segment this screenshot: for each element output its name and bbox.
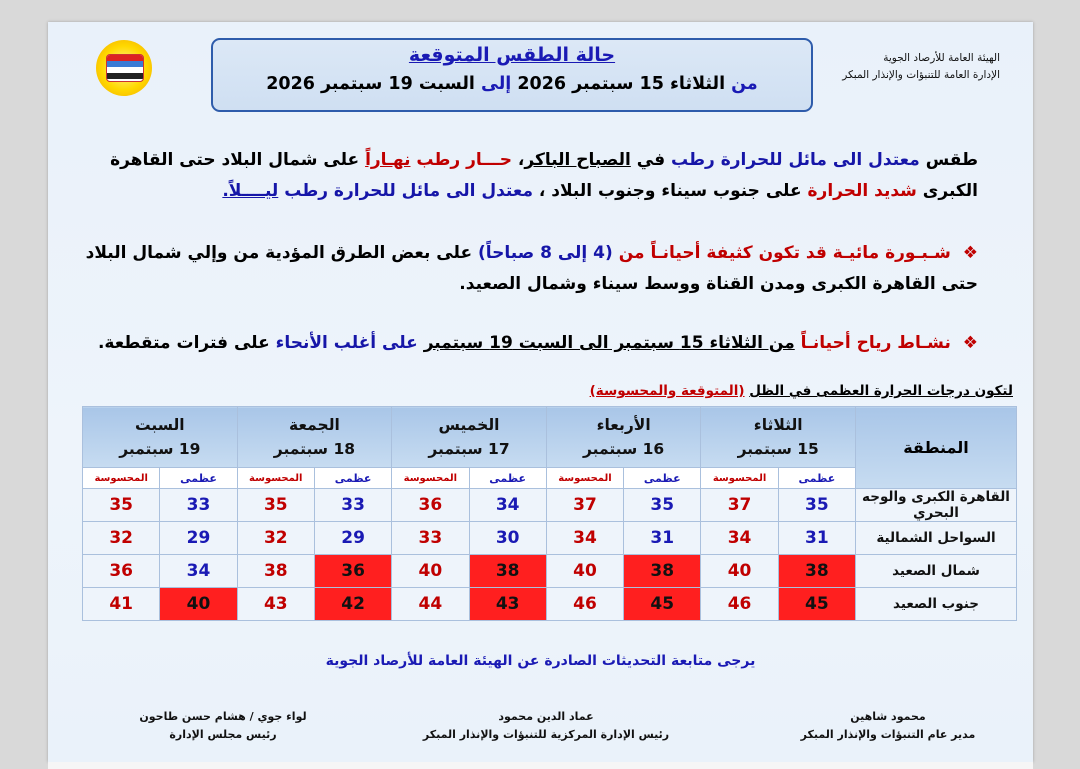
signature-block (108, 708, 338, 744)
felt-temp-cell: 35 (83, 489, 160, 522)
max-temp-cell: 38 (778, 555, 855, 588)
region-cell: السواحل الشمالية (856, 522, 1017, 555)
logo-emblem-icon (106, 54, 144, 82)
max-temp-cell: 33 (160, 489, 237, 522)
max-subheader: عظمى (778, 468, 855, 489)
diamond-bullet-icon: ❖ (962, 243, 978, 263)
felt-temp-cell: 40 (392, 555, 469, 588)
from-word: من (731, 74, 758, 94)
max-temp-cell: 45 (624, 588, 701, 621)
p1-day: نهـاراً (365, 150, 411, 170)
fog-hours: (4 إلى 8 صباحاً) (477, 243, 613, 263)
felt-temp-cell: 46 (546, 588, 623, 621)
max-temp-cell: 29 (160, 522, 237, 555)
felt-temp-cell: 37 (701, 489, 778, 522)
p1-early-morning: الصباح الباكر (524, 150, 631, 170)
max-temp-cell: 35 (624, 489, 701, 522)
felt-temp-cell: 34 (701, 522, 778, 555)
max-temp-cell: 34 (469, 489, 546, 522)
region-cell: القاهرة الكبرى والوجه البحري (856, 489, 1017, 522)
p1-very-hot: شديد الحرارة (807, 181, 917, 201)
day-name: الأربعاء (596, 416, 651, 434)
p1-day-desc: حـــار رطب (416, 150, 512, 170)
max-temp-cell: 35 (778, 489, 855, 522)
felt-temp-cell: 32 (237, 522, 314, 555)
signatory-name: محمود شاهين (850, 710, 926, 723)
felt-temp-cell: 37 (546, 489, 623, 522)
signatory-title: رئيس الإدارة المركزية للتنبؤات والإنذار المبكر (422, 728, 670, 741)
p1-text: على شمال البلاد حتى القاهرة الكبرى (110, 150, 978, 201)
wind-period: من الثلاثاء 15 سبتمبر الى السبت 19 سبتمبر (423, 333, 795, 353)
p1-text: على جنوب سيناء وجنوب البلاد ، (538, 181, 802, 201)
wind-intermittent: على فترات متقطعة. (97, 333, 270, 353)
p1-night-desc: معتدل الى مائل للحرارة رطب (284, 181, 533, 201)
max-temp-cell: 38 (469, 555, 546, 588)
title-box (211, 38, 813, 112)
felt-temp-cell: 36 (392, 489, 469, 522)
signatory-name: عماد الدين محمود (498, 710, 594, 723)
table-caption (590, 383, 1013, 399)
wind-areas: على أغلب الأنحاء (275, 333, 418, 353)
felt-temp-cell: 38 (237, 555, 314, 588)
max-temp-cell: 31 (778, 522, 855, 555)
wind-warning: نشـاط رياح أحيانـاً (800, 333, 951, 353)
max-temp-cell: 36 (314, 555, 391, 588)
day-date: 17 سبتمبر (428, 440, 510, 458)
fog-areas: على بعض الطرق المؤدية من وإلي شمال البلاد حتى القاهرة الكبرى ومدن القناة ووسط سيناء وشمال الصعيد. (85, 243, 978, 294)
max-temp-cell: 40 (160, 588, 237, 621)
felt-temp-cell: 40 (546, 555, 623, 588)
signatory-title: مدير عام التنبؤات والإنذار المبكر (800, 728, 976, 741)
felt-temp-cell: 34 (546, 522, 623, 555)
max-temp-cell: 45 (778, 588, 855, 621)
date-range (213, 74, 811, 94)
day-name: الثلاثاء (753, 416, 803, 434)
org-department: الإدارة العامة للتنبؤات والإنذار المبكر (842, 69, 1000, 81)
max-subheader: عظمى (624, 468, 701, 489)
felt-subheader: المحسوسة (237, 468, 314, 489)
follow-updates-note: يرجى متابعة التحديثات الصادرة عن الهيئة العامة للأرصاد الجوية (325, 653, 756, 669)
caption-paren: (المتوقعة والمحسوسة) (589, 383, 745, 399)
wind-warning-paragraph (78, 328, 978, 359)
table-header-row (83, 407, 1017, 468)
max-temp-cell: 33 (314, 489, 391, 522)
felt-temp-cell: 35 (237, 489, 314, 522)
region-header: المنطقة (856, 407, 1017, 489)
max-subheader: عظمى (160, 468, 237, 489)
max-temp-cell: 31 (624, 522, 701, 555)
max-temp-cell: 38 (624, 555, 701, 588)
day-header (83, 407, 238, 468)
felt-temp-cell: 33 (392, 522, 469, 555)
day-header (237, 407, 392, 468)
to-word: إلى (480, 74, 512, 94)
max-temp-cell: 42 (314, 588, 391, 621)
region-cell: جنوب الصعيد (856, 588, 1017, 621)
day-name: الخميس (438, 416, 500, 434)
temperature-table (82, 406, 1017, 621)
p1-text: ، (517, 150, 525, 170)
day-date: 16 سبتمبر (582, 440, 665, 458)
max-temp-cell: 30 (469, 522, 546, 555)
to-date: السبت 19 سبتمبر 2026 (266, 74, 475, 94)
signatory-title: رئيس مجلس الإدارة (169, 728, 277, 741)
felt-temp-cell: 44 (392, 588, 469, 621)
caption-text: لتكون درجات الحرارة العظمى في الظل (749, 383, 1013, 399)
table-body (83, 489, 1017, 621)
felt-subheader: المحسوسة (392, 468, 469, 489)
day-date: 15 سبتمبر (737, 440, 819, 458)
table-row (83, 522, 1017, 555)
max-temp-cell: 29 (314, 522, 391, 555)
max-temp-cell: 34 (160, 555, 237, 588)
p1-text: في (636, 150, 666, 170)
signature-block (783, 708, 993, 744)
felt-temp-cell: 41 (83, 588, 160, 621)
felt-temp-cell: 43 (237, 588, 314, 621)
day-name: الجمعة (288, 416, 340, 434)
felt-subheader: المحسوسة (546, 468, 623, 489)
felt-temp-cell: 40 (701, 555, 778, 588)
max-subheader: عظمى (314, 468, 391, 489)
organization-header (800, 50, 1000, 84)
day-header (701, 407, 856, 468)
felt-temp-cell: 46 (701, 588, 778, 621)
bulletin-title: حالة الطقس المتوقعة (408, 44, 616, 66)
p1-early-morning-desc: معتدل الى مائل للحرارة رطب (671, 150, 920, 170)
max-temp-cell: 43 (469, 588, 546, 621)
fog-warning-paragraph (78, 238, 978, 300)
felt-subheader: المحسوسة (83, 468, 160, 489)
felt-temp-cell: 32 (83, 522, 160, 555)
signature-block (416, 708, 676, 744)
table-row (83, 555, 1017, 588)
signatory-name: لواء جوي / هشام حسن طاحون (139, 710, 307, 723)
general-weather-paragraph (88, 145, 978, 207)
table-row (83, 489, 1017, 522)
felt-temp-cell: 36 (83, 555, 160, 588)
table-row (83, 588, 1017, 621)
day-header (546, 407, 701, 468)
diamond-bullet-icon: ❖ (962, 333, 978, 353)
region-cell: شمال الصعيد (856, 555, 1017, 588)
from-date: الثلاثاء 15 سبتمبر 2026 (517, 74, 726, 94)
day-date: 18 سبتمبر (273, 440, 356, 458)
felt-subheader: المحسوسة (701, 468, 778, 489)
org-name: الهيئة العامة للأرصاد الجوية (883, 52, 1000, 64)
day-date: 19 سبتمبر (119, 440, 201, 458)
page-bottom-strip (48, 762, 1033, 769)
fog-warning: شـبـورة مائيـة قد تكون كثيفة أحيانـاً من (618, 243, 951, 263)
meteorological-authority-logo (96, 40, 152, 96)
p1-text: طقس (925, 150, 978, 170)
day-header (392, 407, 547, 468)
max-subheader: عظمى (469, 468, 546, 489)
forecast-bulletin-page (48, 22, 1033, 762)
day-name: السبت (134, 416, 185, 434)
p1-night: ليــــلاً. (222, 181, 279, 201)
